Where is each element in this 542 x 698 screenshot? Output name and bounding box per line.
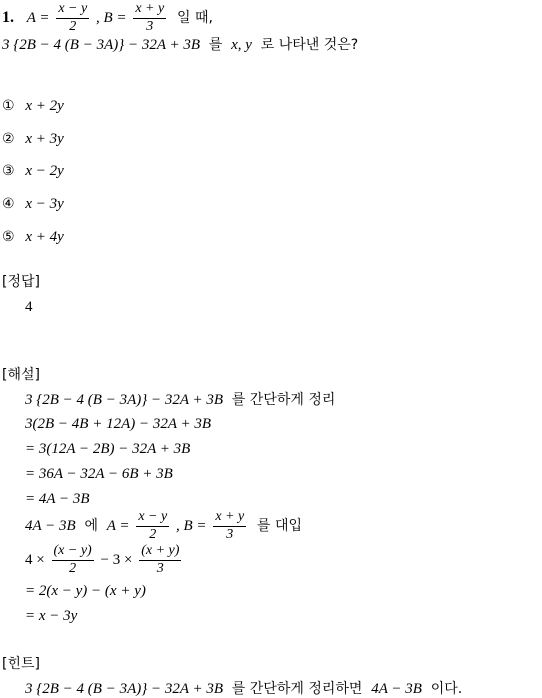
cond-a-denominator: 2: [69, 18, 77, 34]
line7-f2-denominator: 3: [156, 560, 164, 576]
cond-a-fraction: [56, 2, 89, 34]
line7-f1-numerator: (x − y): [52, 544, 94, 561]
explanation-line-1: [25, 389, 335, 409]
choice-expression: x + 3y: [25, 131, 64, 147]
explanation-label: [해설]: [2, 367, 40, 383]
explanation-text: 를 간단하게 정리: [231, 392, 336, 408]
sub-a-numerator: x − y: [136, 510, 169, 527]
cond-b-fraction: [133, 2, 166, 34]
hint-expression-2: 4A − 3B: [371, 681, 422, 697]
choice-1[interactable]: [2, 96, 64, 115]
explanation-line-8: = 2(x − y) − (x + y): [25, 583, 146, 599]
choice-5[interactable]: [2, 227, 64, 246]
explanation-line-7: [25, 544, 183, 576]
choice-4[interactable]: [2, 194, 64, 213]
substitution-target: 4A − 3B: [25, 518, 76, 535]
choice-marker: ⑤: [2, 229, 15, 245]
answer-value: 4: [25, 299, 33, 315]
sub-b-lhs: , B =: [175, 518, 207, 535]
question-line-1: [2, 2, 213, 34]
choice-marker: ④: [2, 196, 15, 212]
choice-marker: ③: [2, 163, 15, 179]
explanation-line-6: [25, 510, 302, 542]
explanation-line-9: = x − 3y: [25, 608, 78, 624]
question-expression: 3 {2B − 4 (B − 3A)} − 32A + 3B: [2, 37, 201, 53]
cond-b-lhs: , B =: [95, 10, 127, 27]
line7-fraction-2: [139, 544, 181, 576]
question-text-1: 를: [208, 37, 223, 53]
hint-expression: 3 {2B − 4 (B − 3A)} − 32A + 3B: [25, 681, 224, 697]
explanation-line-5: = 4A − 3B: [25, 491, 90, 507]
answer-label: [정답]: [2, 274, 40, 290]
sub-a-lhs: A =: [106, 518, 130, 535]
question-text-2: 로 나타낸 것은?: [260, 37, 359, 53]
substitution-particle: 에: [84, 518, 98, 535]
hint-label: [힌트]: [2, 656, 40, 672]
sub-a-fraction: [136, 510, 169, 542]
substitution-tail: 를 대입: [256, 518, 302, 535]
choice-2[interactable]: [2, 129, 64, 148]
line7-prefix: 4 ×: [25, 552, 45, 569]
question-number: 1.: [2, 9, 14, 27]
choice-marker: ②: [2, 131, 15, 147]
explanation-expression: 3 {2B − 4 (B − 3A)} − 32A + 3B: [25, 392, 224, 408]
choice-3[interactable]: [2, 161, 64, 180]
question-line-2: [2, 34, 358, 54]
line7-f1-denominator: 2: [69, 560, 77, 576]
sub-b-fraction: [213, 510, 246, 542]
choice-expression: x − 2y: [25, 163, 64, 179]
choice-expression: x − 3y: [25, 196, 64, 212]
hint-text-1: 를 간단하게 정리하면: [231, 681, 363, 697]
hint-line: [25, 678, 462, 698]
explanation-line-3: = 3(12A − 2B) − 32A + 3B: [25, 441, 191, 457]
hint-text-2: 이다.: [430, 681, 463, 697]
sub-a-denominator: 2: [149, 526, 157, 542]
line7-f2-numerator: (x + y): [139, 544, 181, 561]
line7-middle: − 3 ×: [100, 552, 133, 569]
cond-a-numerator: x − y: [56, 2, 89, 19]
cond-b-numerator: x + y: [133, 2, 166, 19]
explanation-line-2: 3(2B − 4B + 12A) − 32A + 3B: [25, 416, 212, 432]
choice-expression: x + 2y: [25, 98, 64, 114]
explanation-line-4: = 36A − 32A − 6B + 3B: [25, 466, 173, 482]
choice-marker: ①: [2, 98, 15, 114]
sub-b-denominator: 3: [226, 526, 234, 542]
cond-a-lhs: A =: [26, 10, 50, 27]
line7-fraction-1: [52, 544, 94, 576]
question-vars: x, y: [231, 37, 252, 53]
sub-b-numerator: x + y: [213, 510, 246, 527]
cond-b-denominator: 3: [146, 18, 154, 34]
choice-expression: x + 4y: [25, 229, 64, 245]
cond-tail: 일 때,: [176, 10, 213, 27]
